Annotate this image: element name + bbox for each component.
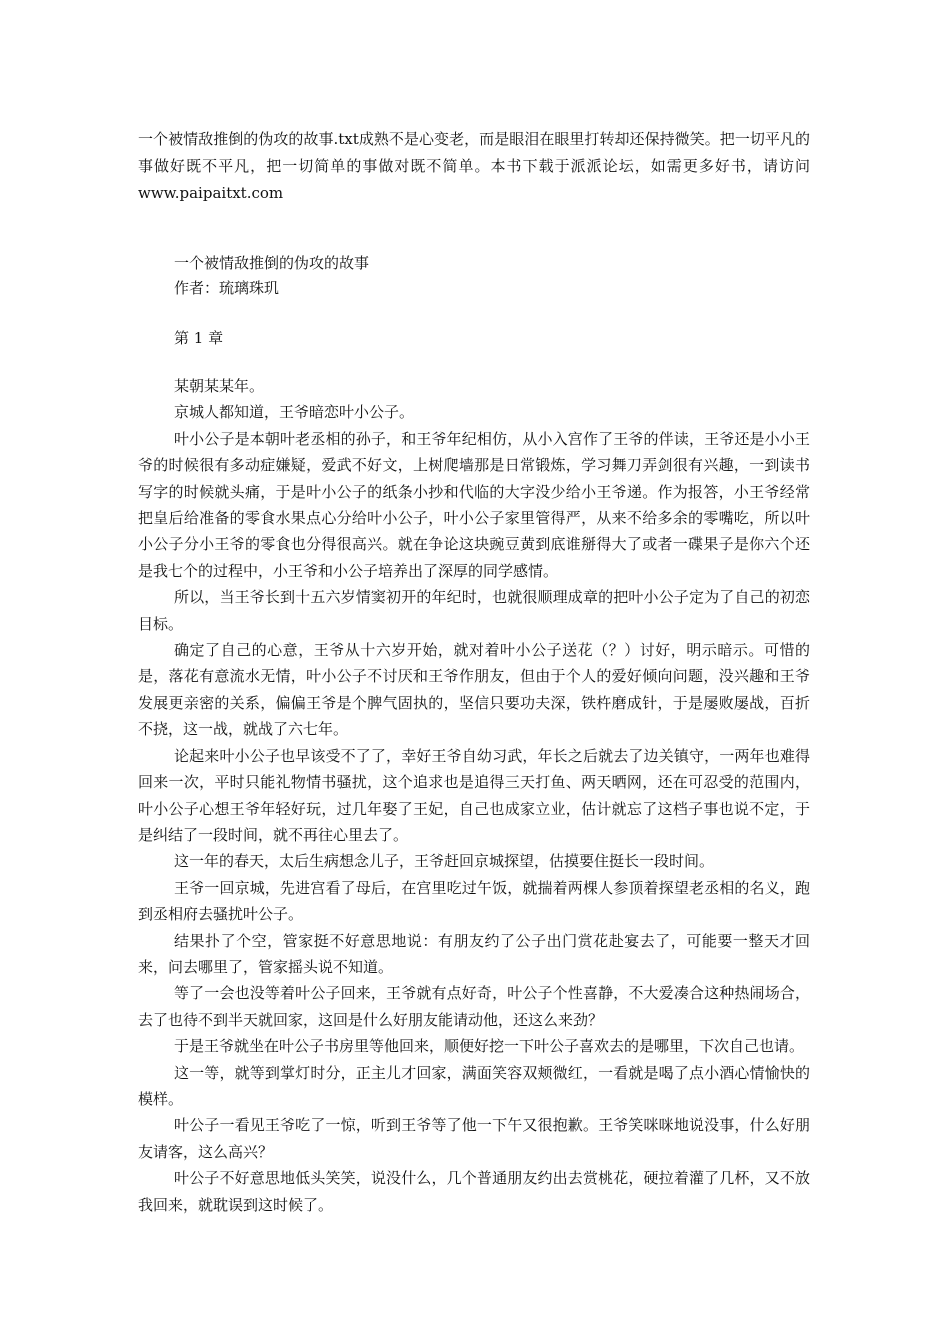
paragraph: 这一等，就等到掌灯时分，正主儿才回家，满面笑容双颊微红，一看就是喝了点小酒心情愉快的模样。 <box>138 1063 810 1108</box>
paragraph: 于是王爷就坐在叶公子书房里等他回来，顺便好挖一下叶公子喜欢去的是哪里，下次自己也请。 <box>174 1037 805 1056</box>
download-notice: 一个被情敌推倒的伪攻的故事.txt成熟不是心变老，而是眼泪在眼里打转却还保持微笑。把一切平凡的事做好既不平凡，把一切简单的事做对既不简单。本书下载于派派论坛，如需更多好书，请访问www.paipaitxt.com <box>138 130 810 202</box>
paragraph: 叶小公子是本朝叶老丞相的孙子，和王爷年纪相仿，从小入宫作了王爷的伴读，王爷还是小小王爷的时候很有多动症嫌疑，爱武不好文，上树爬墙那是日常锻炼，学习舞刀弄剑很有兴趣，一到读书写字的时候就头痛，于是叶小公子的纸条小抄和代临的大字没少给小王爷递。作为报答，小王爷经常把皇后给准备的零食水果点心分给叶小公子，叶小公子家里管得严，从来不给多余的零嘴吃，所以叶小公子分小王爷的零食也分得很高兴。就在争论这块豌豆黄到底谁掰得大了或者一碟果子是你六个还是我七个的过程中，小王爷和小公子培养出了深厚的同学感情。 <box>138 429 810 580</box>
paragraph: 确定了自己的心意，王爷从十六岁开始，就对着叶小公子送花（？）讨好，明示暗示。可惜的是，落花有意流水无情，叶小公子不讨厌和王爷作朋友，但由于个人的爱好倾向问题，没兴趣和王爷发展更亲密的关系，偏偏王爷是个脾气固执的，坚信只要功夫深，铁杵磨成针，于是屡败屡战，百折不挠，这一战，就战了六七年。 <box>138 641 810 739</box>
paragraph: 叶公子不好意思地低头笑笑，说没什么，几个普通朋友约出去赏桃花，硬拉着灌了几杯，又不放我回来，就耽误到这时候了。 <box>138 1169 810 1214</box>
chapter-heading: 第 1 章 <box>174 329 224 347</box>
book-title: 一个被情敌推倒的伪攻的故事 <box>174 254 370 272</box>
paragraph: 所以，当王爷长到十五六岁情窦初开的年纪时，也就很顺理成章的把叶小公子定为了自己的初恋目标。 <box>138 588 810 633</box>
paragraph: 王爷一回京城，先进宫看了母后，在宫里吃过午饭，就揣着两棵人参顶着探望老丞相的名义，跑到丞相府去骚扰叶公子。 <box>138 878 810 924</box>
paragraph: 这一年的春天，太后生病想念儿子，王爷赶回京城探望，估摸要住挺长一段时间。 <box>174 852 715 871</box>
paragraph: 某朝某某年。 <box>174 377 265 395</box>
paragraph: 论起来叶小公子也早该受不了了，幸好王爷自幼习武，年长之后就去了边关镇守，一两年也难得回来一次，平时只能礼物情书骚扰，这个追求也是追得三天打鱼、两天晒网，还在可忍受的范围内，叶小公子心想王爷年轻好玩，过几年娶了王妃，自己也成家立业，估计就忘了这档子事也说不定，于是纠结了一段时间，就不再往心里去了。 <box>138 746 810 844</box>
paragraph: 京城人都知道，王爷暗恋叶小公子。 <box>174 403 415 422</box>
paragraph: 叶公子一看见王爷吃了一惊，听到王爷等了他一下午又很抱歉。王爷笑咪咪地说没事，什么好朋友请客，这么高兴？ <box>138 1116 810 1161</box>
paragraph: 结果扑了个空，管家挺不好意思地说：有朋友约了公子出门赏花赴宴去了，可能要一整天才回来，问去哪里了，管家摇头说不知道。 <box>138 931 810 976</box>
paragraph: 等了一会也没等着叶公子回来，王爷就有点好奇，叶公子个性喜静，不大爱凑合这种热闹场合，去了也待不到半天就回家，这回是什么好朋友能请动他，还这么来劲？ <box>138 984 810 1029</box>
chapter-body <box>138 373 810 1218</box>
book-author: 作者：琉璃珠玑 <box>174 279 280 297</box>
